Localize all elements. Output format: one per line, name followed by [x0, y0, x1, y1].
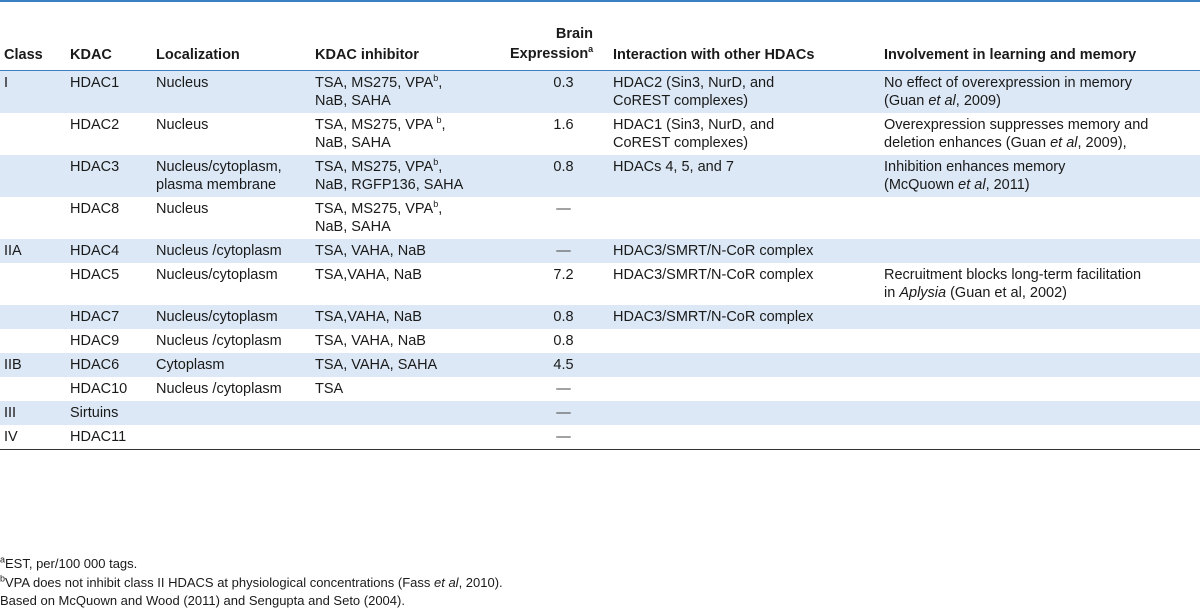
involvement-line2-pre: deletion enhances (Guan [884, 134, 1051, 151]
cell-inhibitor [311, 113, 506, 155]
involvement-line2-post: (Guan et al, 2002) [946, 284, 1067, 301]
cell-inhibitor [311, 155, 506, 197]
cell-involvement [880, 353, 1200, 377]
inhibitor-line2: NaB, RGFP136, SAHA [315, 176, 464, 193]
cell-brain-expression: 0.8 [553, 332, 574, 349]
cell-interaction [609, 401, 880, 425]
inhibitor-sup: b [436, 114, 442, 125]
cell-class [0, 113, 66, 155]
kdac-table [0, 8, 1200, 450]
cell-interaction [609, 377, 880, 401]
cell-kdac: Sirtuins [66, 401, 152, 425]
header-interaction: Interaction with other HDACs [609, 8, 880, 70]
involvement-text: No effect of overexpression in memory [884, 74, 1132, 91]
cell-interaction [609, 263, 880, 305]
footnote-b-em: et al [433, 574, 459, 590]
table-row [0, 70, 1200, 113]
cell-localization [152, 377, 311, 401]
footnote-a-sup: a [0, 554, 6, 565]
header-kdac: KDAC [66, 8, 152, 70]
cell-kdac: HDAC11 [66, 425, 152, 450]
cell-class: III [0, 401, 66, 425]
localization-line2: plasma membrane [156, 176, 277, 193]
cell-class [0, 197, 66, 239]
cell-inhibitor [311, 329, 506, 353]
inhibitor-text: TSA,VAHA, NaB [315, 266, 422, 283]
interaction-line2: CoREST complexes) [613, 92, 749, 109]
cell-kdac: HDAC10 [70, 380, 128, 397]
cell-inhibitor [311, 425, 506, 450]
inhibitor-text: TSA, MS275, VPA [315, 74, 434, 91]
table-row [0, 305, 1200, 329]
cell-involvement [880, 263, 1200, 305]
interaction-text: HDACs 4, 5, and 7 [613, 158, 734, 175]
table-row [0, 155, 1200, 197]
cell-class [0, 263, 66, 305]
cell-localization [152, 353, 311, 377]
cell-interaction [609, 197, 880, 239]
cell-localization [152, 113, 311, 155]
table-row [0, 401, 1200, 425]
cell-involvement [880, 425, 1200, 450]
cell-kdac: HDAC5 [70, 266, 120, 283]
cell-interaction [609, 239, 880, 263]
cell-involvement [880, 239, 1200, 263]
cell-brain-expression: — [506, 401, 609, 425]
involvement-line2-pre: in [884, 284, 900, 301]
header-brain-line2: Expression [510, 45, 589, 62]
cell-localization [152, 155, 311, 197]
cell-interaction [609, 113, 880, 155]
inhibitor-sup: b [433, 198, 439, 209]
inhibitor-text: TSA, MS275, VPA [315, 200, 434, 217]
localization-text: Nucleus [156, 200, 209, 217]
interaction-text: HDAC3/SMRT/N-CoR complex [613, 308, 814, 325]
cell-involvement [880, 305, 1200, 329]
localization-text: Nucleus/cytoplasm, [156, 158, 282, 175]
cell-inhibitor [311, 305, 506, 329]
cell-class: I [0, 70, 66, 113]
footnote-b-pre: VPA does not inhibit class II HDACS at physiological concentrations (Fass [5, 574, 434, 590]
inhibitor-text: TSA, MS275, VPA [315, 158, 434, 175]
table-row [0, 353, 1200, 377]
cell-inhibitor [311, 197, 506, 239]
cell-involvement [880, 329, 1200, 353]
cell-kdac: HDAC9 [70, 332, 120, 349]
cell-brain-expression: — [556, 380, 571, 397]
header-inhibitor: KDAC inhibitor [311, 8, 506, 70]
table-row [0, 425, 1200, 450]
cell-involvement [880, 197, 1200, 239]
inhibitor-line2: NaB, SAHA [315, 134, 391, 151]
table-body [0, 70, 1200, 449]
table-row [0, 329, 1200, 353]
cell-kdac: HDAC1 [66, 70, 152, 113]
footnote-a-text: EST, per/100 000 tags. [5, 556, 138, 571]
inhibitor-line2: NaB, SAHA [315, 92, 391, 109]
interaction-text: HDAC1 (Sin3, NurD, and [613, 116, 775, 133]
cell-brain-expression: 7.2 [553, 266, 574, 283]
involvement-line2-em: Aplysia [899, 284, 947, 301]
inhibitor-tail: , [438, 74, 443, 91]
cell-class: IIB [0, 353, 66, 377]
cell-brain-expression: 0.8 [506, 305, 609, 329]
cell-interaction [609, 425, 880, 450]
header-brain-line1: Brain [555, 25, 593, 42]
cell-interaction [609, 305, 880, 329]
cell-interaction [609, 329, 880, 353]
localization-text: Nucleus [156, 74, 209, 91]
interaction-line2: CoREST complexes) [613, 134, 749, 151]
localization-text: Nucleus /cytoplasm [156, 332, 282, 349]
table-row [0, 263, 1200, 305]
table-row [0, 113, 1200, 155]
cell-localization [152, 239, 311, 263]
localization-text: Nucleus/cytoplasm [156, 266, 278, 283]
cell-kdac: HDAC3 [66, 155, 152, 197]
cell-class [0, 305, 66, 329]
cell-localization [152, 329, 311, 353]
interaction-text: HDAC3/SMRT/N-CoR complex [613, 242, 814, 259]
top-rule [0, 0, 1200, 2]
interaction-text: HDAC2 (Sin3, NurD, and [613, 74, 775, 91]
cell-class [0, 155, 66, 197]
cell-class [0, 329, 66, 353]
cell-inhibitor [311, 263, 506, 305]
footnotes [0, 555, 1200, 611]
table-row [0, 377, 1200, 401]
cell-kdac: HDAC2 [70, 116, 120, 133]
cell-brain-expression: — [506, 425, 609, 450]
involvement-line2-post: , 2011) [985, 176, 1030, 193]
cell-inhibitor [311, 70, 506, 113]
cell-class: IV [0, 425, 66, 450]
footnote-a [0, 555, 1200, 574]
cell-localization [152, 197, 311, 239]
cell-inhibitor [311, 401, 506, 425]
cell-interaction [609, 70, 880, 113]
cell-involvement [880, 113, 1200, 155]
involvement-text: Recruitment blocks long-term facilitation [884, 266, 1142, 283]
cell-involvement [880, 377, 1200, 401]
inhibitor-text: TSA, MS275, VPA [315, 116, 437, 133]
cell-interaction [609, 155, 880, 197]
inhibitor-text: TSA,VAHA, NaB [315, 308, 422, 325]
footnote-b [0, 574, 1200, 593]
cell-localization [152, 425, 311, 450]
cell-brain-expression: 4.5 [506, 353, 609, 377]
cell-localization [152, 401, 311, 425]
inhibitor-line2: NaB, SAHA [315, 218, 391, 235]
header-localization: Localization [152, 8, 311, 70]
involvement-line2-pre: (McQuown [884, 176, 959, 193]
localization-text: Nucleus /cytoplasm [156, 242, 282, 259]
cell-localization [152, 70, 311, 113]
localization-text: Cytoplasm [156, 356, 225, 373]
localization-text: Nucleus/cytoplasm [156, 308, 278, 325]
cell-kdac: HDAC7 [66, 305, 152, 329]
inhibitor-sup: b [433, 72, 439, 83]
inhibitor-tail: , [438, 158, 443, 175]
inhibitor-text: TSA, VAHA, SAHA [315, 356, 438, 373]
cell-inhibitor [311, 377, 506, 401]
cell-brain-expression: 1.6 [553, 116, 574, 133]
cell-class: IIA [0, 239, 66, 263]
header-brain-expression [506, 8, 609, 70]
cell-inhibitor [311, 239, 506, 263]
inhibitor-tail: , [438, 200, 443, 217]
inhibitor-tail: , [441, 116, 446, 133]
table-header [0, 8, 1200, 70]
cell-involvement [880, 70, 1200, 113]
header-class: Class [0, 8, 66, 70]
cell-localization [152, 263, 311, 305]
cell-inhibitor [311, 353, 506, 377]
cell-brain-expression: — [556, 200, 571, 217]
involvement-line2-post: , 2009), [1077, 134, 1127, 151]
localization-text: Nucleus [156, 116, 209, 133]
header-brain-sup: a [588, 43, 594, 54]
cell-brain-expression: 0.8 [506, 155, 609, 197]
cell-involvement [880, 155, 1200, 197]
involvement-line2-em: et al [928, 92, 956, 109]
cell-brain-expression: 0.3 [506, 70, 609, 113]
footnote-b-post: , 2010). [458, 574, 503, 590]
inhibitor-text: TSA, VAHA, NaB [315, 332, 426, 349]
cell-brain-expression: — [506, 239, 609, 263]
inhibitor-text: TSA [315, 380, 344, 397]
footnote-b-sup: b [0, 573, 6, 584]
cell-interaction [609, 353, 880, 377]
cell-kdac: HDAC8 [70, 200, 120, 217]
table-row [0, 197, 1200, 239]
involvement-text: Overexpression suppresses memory and [884, 116, 1149, 133]
involvement-line2-post: , 2009) [955, 92, 1001, 109]
involvement-text: Inhibition enhances memory [884, 158, 1066, 175]
footnote-source: Based on McQuown and Wood (2011) and Sengupta and Seto (2004). [0, 593, 405, 608]
inhibitor-sup: b [433, 156, 439, 167]
cell-class [0, 377, 66, 401]
involvement-line2-pre: (Guan [884, 92, 929, 109]
involvement-line2-em: et al [1050, 134, 1078, 151]
inhibitor-text: TSA, VAHA, NaB [315, 242, 426, 259]
cell-involvement [880, 401, 1200, 425]
involvement-line2-em: et al [958, 176, 986, 193]
table-row [0, 239, 1200, 263]
cell-kdac: HDAC4 [66, 239, 152, 263]
header-involvement: Involvement in learning and memory [880, 8, 1200, 70]
cell-localization [152, 305, 311, 329]
localization-text: Nucleus /cytoplasm [156, 380, 282, 397]
cell-kdac: HDAC6 [66, 353, 152, 377]
interaction-text: HDAC3/SMRT/N-CoR complex [613, 266, 814, 283]
